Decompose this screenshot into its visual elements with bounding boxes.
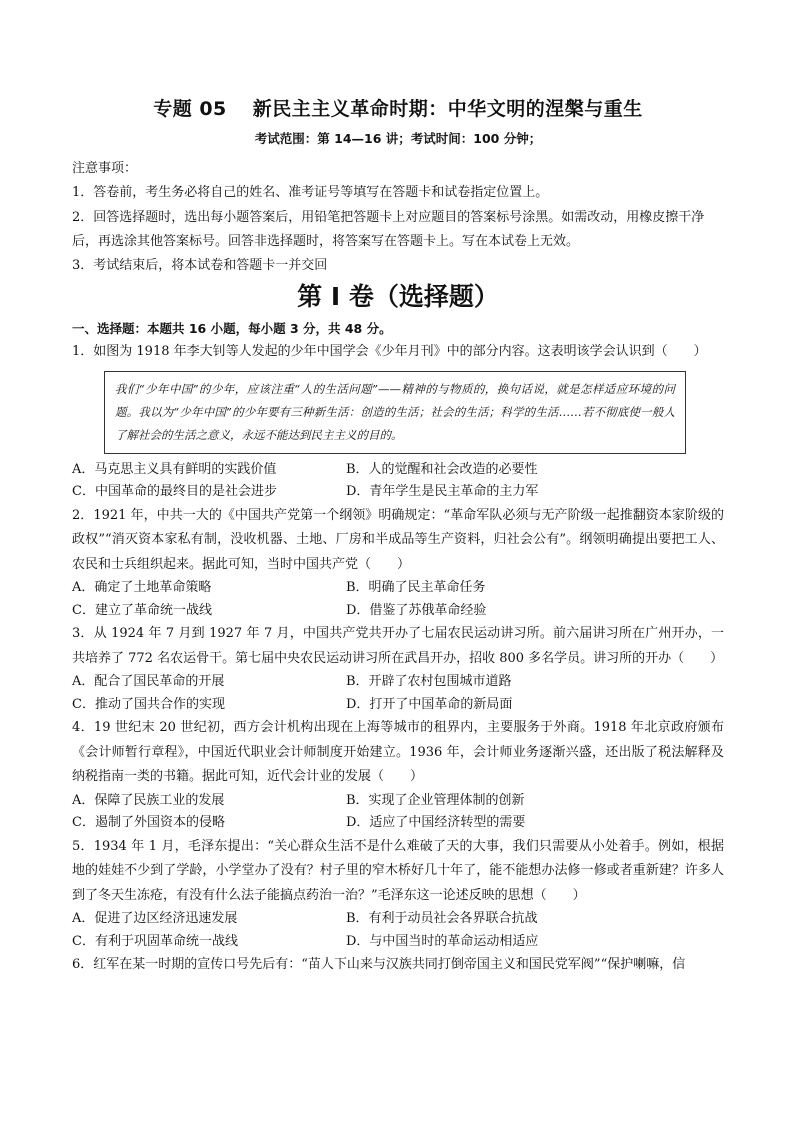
option-list xyxy=(72,577,724,622)
question-stem: 2．1921 年，中共一大的《中国共产党第一个纲领》明确规定：“革命军队必须与无产阶级一起推翻资本家阶级的政权”“消灭资本家私有制，没收机器、土地、厂房和半成品等生产资料，归社会公有”。纲领明确提出要把工人、农民和士兵组织起来。据此可知，当时中国共产党（ ） xyxy=(72,507,724,572)
quote-box: 我们“少年中国”的少年，应该注重“人的生活问题”——精神的与物质的，换句话说，就是怎样适应环境的问题。我以为“少年中国”的少年要有三种新生活：创造的生活；社会的生活；科学的生活……若不彻底使一般人了解社会的生活之意义，永远不能达到民主主义的目的。 xyxy=(104,371,686,454)
option-list xyxy=(72,790,724,835)
option-d: D．适应了中国经济转型的需要 xyxy=(346,815,526,831)
option-c: C．中国革命的最终目的是社会进步 xyxy=(72,484,277,500)
notice-item: 2．回答选择题时，选出每小题答案后，用铅笔把答题卡上对应题目的答案标号涂黑。如需改动，用橡皮擦干净后，再选涂其他答案标号。回答非选择题时，将答案写在答题卡上。写在本试卷上无效。 xyxy=(72,209,705,249)
option-list xyxy=(72,908,724,953)
question-stem: 1．如图为 1918 年李大钊等人发起的少年中国学会《少年月刊》中的部分内容。这表明该学会认识到（ ） xyxy=(72,344,707,360)
option-c: C．推动了国共合作的实现 xyxy=(72,696,225,712)
question-stem: 4．19 世纪末 20 世纪初，西方会计机构出现在上海等城市的租界内，主要服务于外商。1918 年北京政府颁布《会计师暂行章程》，中国近代职业会计师制度开始建立。1936 年，会计师业务逐渐兴盛，还出版了税法解释及纳税指南一类的书籍。据此可知，近代会计业的发展（ ） xyxy=(72,720,724,785)
option-a: A．马克思主义具有鲜明的实践价值 xyxy=(72,461,277,477)
option-a: A．确定了土地革命策略 xyxy=(72,580,212,596)
question-stem: 3．从 1924 年 7 月到 1927 年 7 月，中国共产党共开办了七届农民运动讲习所。前六届讲习所在广州开办，一共培养了 772 名农运骨干。第七届中央农民运动讲习所在武昌开办，招收 800 多名学员。讲习所的开办（ ） xyxy=(72,626,724,666)
question-6 xyxy=(72,953,724,978)
question-4 xyxy=(72,716,724,835)
document-title xyxy=(72,94,724,121)
question-5 xyxy=(72,835,724,954)
option-d: D．借鉴了苏俄革命经验 xyxy=(346,602,487,618)
title-main: 新民主主义革命时期：中华文明的涅槃与重生 xyxy=(252,98,643,120)
option-d: D．与中国当时的革命运动相适应 xyxy=(346,933,539,949)
option-b: B．明确了民主革命任务 xyxy=(346,580,486,596)
question-3 xyxy=(72,622,724,716)
notice-item: 3．考试结束后，将本试卷和答题卡一并交回 xyxy=(72,258,328,274)
option-c: C．建立了革命统一战线 xyxy=(72,602,212,618)
page-content xyxy=(72,94,724,978)
option-list xyxy=(72,459,724,504)
question-2 xyxy=(72,504,724,623)
option-a: A．保障了民族工业的发展 xyxy=(72,792,225,808)
option-b: B．有利于动员社会各界联合抗战 xyxy=(346,911,538,927)
option-b: B．人的觉醒和社会改造的必要性 xyxy=(346,461,538,477)
question-1 xyxy=(72,340,724,504)
title-prefix: 专题 05 xyxy=(153,98,227,120)
option-a: A．促进了边区经济迅速发展 xyxy=(72,911,238,927)
notice-item: 1．答卷前，考生务必将自己的姓名、准考证号等填写在答题卡和试卷指定位置上。 xyxy=(72,185,549,201)
notice-heading: 注意事项： xyxy=(72,161,138,176)
option-list xyxy=(72,671,724,716)
notice-block xyxy=(72,157,724,278)
exam-info: 考试范围：第 14—16 讲；考试时间：100 分钟； xyxy=(254,131,542,146)
option-c: C．遏制了外国资本的侵略 xyxy=(72,815,225,831)
question-stem: 6．红军在某一时期的宣传口号先后有：“苗人下山来与汉族共同打倒帝国主义和国民党军阀”“保护喇嘛，信 xyxy=(72,957,686,973)
option-d: D．打开了中国革命的新局面 xyxy=(346,696,513,712)
option-b: B．开辟了农村包围城市道路 xyxy=(346,674,512,690)
option-c: C．有利于巩固革命统一战线 xyxy=(72,933,238,949)
option-a: A．配合了国民革命的开展 xyxy=(72,674,225,690)
option-d: D．青年学生是民主革命的主力军 xyxy=(346,484,539,500)
question-stem: 5．1934 年 1 月，毛泽东提出：“关心群众生活不是什么难破了天的大事，我们只需要从小处着手。例如，根据地的娃娃不少到了学龄，小学堂办了没有？村子里的窄木桥好几十年了，能不能想办法修一修或者重新建？许多人到了冬天生冻疮，有没有什么法子能搞点药治一治？”毛泽东这一论述反映的思想（ ） xyxy=(72,838,724,903)
part-intro: 一、选择题：本题共 16 小题，每小题 3 分，共 48 分。 xyxy=(72,321,392,337)
option-b: B．实现了企业管理体制的创新 xyxy=(346,792,525,808)
section-heading: 第 I 卷（选择题） xyxy=(297,282,499,312)
